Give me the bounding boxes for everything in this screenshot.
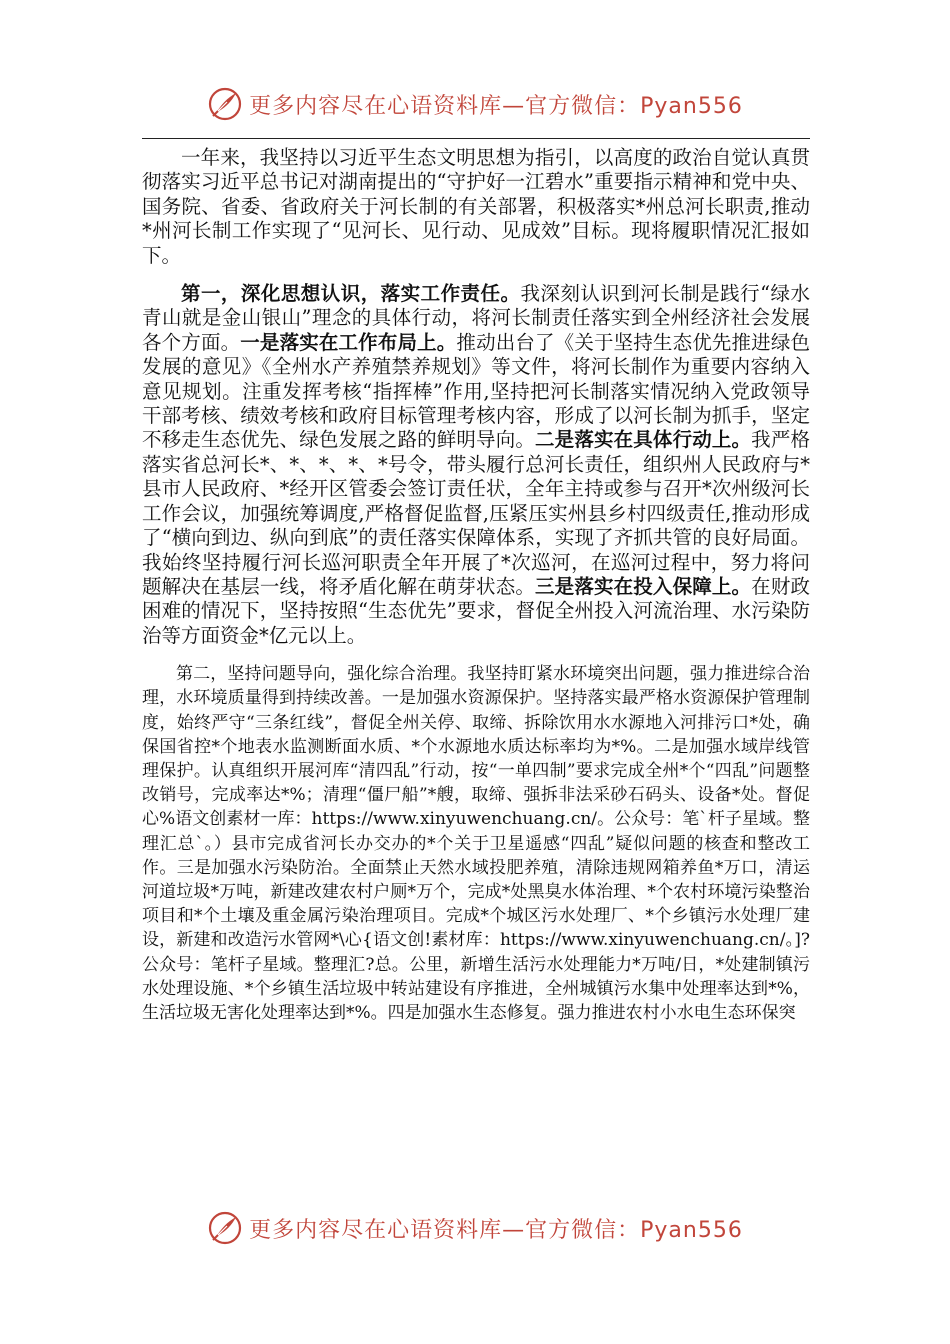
document-body [142,146,810,1039]
header-divider [142,138,810,139]
subsection-heading: 一是落实在工作布局上。 [240,330,457,354]
paragraph-text: 我严格落实省总河长*、*、*、*、*号令，带头履行总河长责任，组织州人民政府与*县市人民政府、*经开区管委会签订责任状，全年主持或参与召开*次州级河长工作会议，加强统筹调度,严格督促监督,压紧压实州县乡村四级责任,推动形成了“横向到边、纵向到底”的责任落实保障体系，实现了齐抓共管的良好局面。我始终坚持履行河长巡河职责全年开展了*次巡河，在巡河过程中，努力将问题解决在基层一线，将矛盾化解在萌芽状态。 [142,428,810,598]
banner-text: 更多内容尽在心语资料库—官方微信：Pyan556 [249,93,743,119]
paragraph-intro [142,146,810,268]
feather-pen-circle-icon [207,1210,243,1246]
paragraph-section-2 [142,662,810,1025]
paragraph-text: 我深刻认识到河长制是践行“绿水青山就是金山银山”理念的具体行动，将河长制责任落实到全州经济社会发展各个方面。 [142,282,810,354]
paragraph-text: 在财政困难的情况下，坚持按照“生态优先”要求，督促全州投入河流治理、水污染防治等方面资金*亿元以上。 [142,574,810,647]
subsection-heading: 二是落实在具体行动上。 [535,428,752,452]
paragraph-text: 一年来，我坚持以习近平生态文明思想为指引，以高度的政治自觉认真贯彻落实习近平总书记对湖南提出的“守护好一江碧水”重要指示精神和党中央、国务院、省委、省政府关于河长制的有关部署，积极落实*州总河长职责,推动*州河长制工作实现了“见河长、见行动、见成效”目标。现将履职情况汇报如下。 [142,146,810,267]
footer-banner [0,1206,950,1250]
banner-text: 更多内容尽在心语资料库—官方微信：Pyan556 [249,1217,743,1243]
paragraph-text: 第二，坚持问题导向，强化综合治理。我坚持盯紧水环境突出问题，强力推进综合治理，水环境质量得到持续改善。一是加强水资源保护。坚持落实最严格水资源保护管理制度，始终严守“三条红线”，督促全州关停、取缔、拆除饮用水水源地入河排污口*处，确保国省控*个地表水监测断面水质、*个水源地水质达标率均为*%。二是加强水域岸线管理保护。认真组织开展河库“清四乱”行动，按“一单四制”要求完成全州*个“四乱”问题整改销号，完成率达*%；清理“僵尸船”*艘，取缔、强拆非法采砂石码头、设备*处。督促心%语文创素材一库：https://www.xinyuwenchuang.cn/。公众号：笔`杆子星域。整理汇总`。）县市完成省河长办交办的*个关于卫星遥感“四乱”疑似问题的核查和整改工作。三是加强水污染防治。全面禁止天然水域投肥养殖，清除违规网箱养鱼*万口，清运河道垃圾*万吨，新建改建农村户厕*万个，完成*处黑臭水体治理、*个农村环境污染整治项目和*个土壤及重金属污染治理项目。完成*个城区污水处理厂、*个乡镇污水处理厂建设，新建和改造污水管网*\心{语文创!素材库：https://www.xinyuwenchuang.cn/。]?公众号：笔杆子星域。整理汇?总。公里，新增生活污水处理能力*万吨/日，*处建制镇污水处理设施、*个乡镇生活垃圾中转站建设有序推进，全州城镇污水集中处理率达到*%，生活垃圾无害化处理率达到*%。四是加强水生态修复。强力推进农村小水电生态环保突 [142,664,810,1023]
paragraph-text: 推动出台了《关于坚持生态优先推进绿色发展的意见》《全州水产养殖禁养规划》等文件，将河长制作为重要内容纳入意见规划。注重发挥考核“指挥棒”作用,坚持把河长制落实情况纳入党政领导干部考核、绩效考核和政府目标管理考核内容，形成了以河长制为抓手，坚定不移走生态优先、绿色发展之路的鲜明导向。 [142,330,810,452]
paragraph-section-1 [142,282,810,648]
feather-pen-circle-icon [207,86,243,122]
section-heading: 第一，深化思想认识，落实工作责任。 [181,282,521,306]
header-banner [0,82,950,126]
subsection-heading: 三是落实在投入保障上。 [535,574,752,598]
